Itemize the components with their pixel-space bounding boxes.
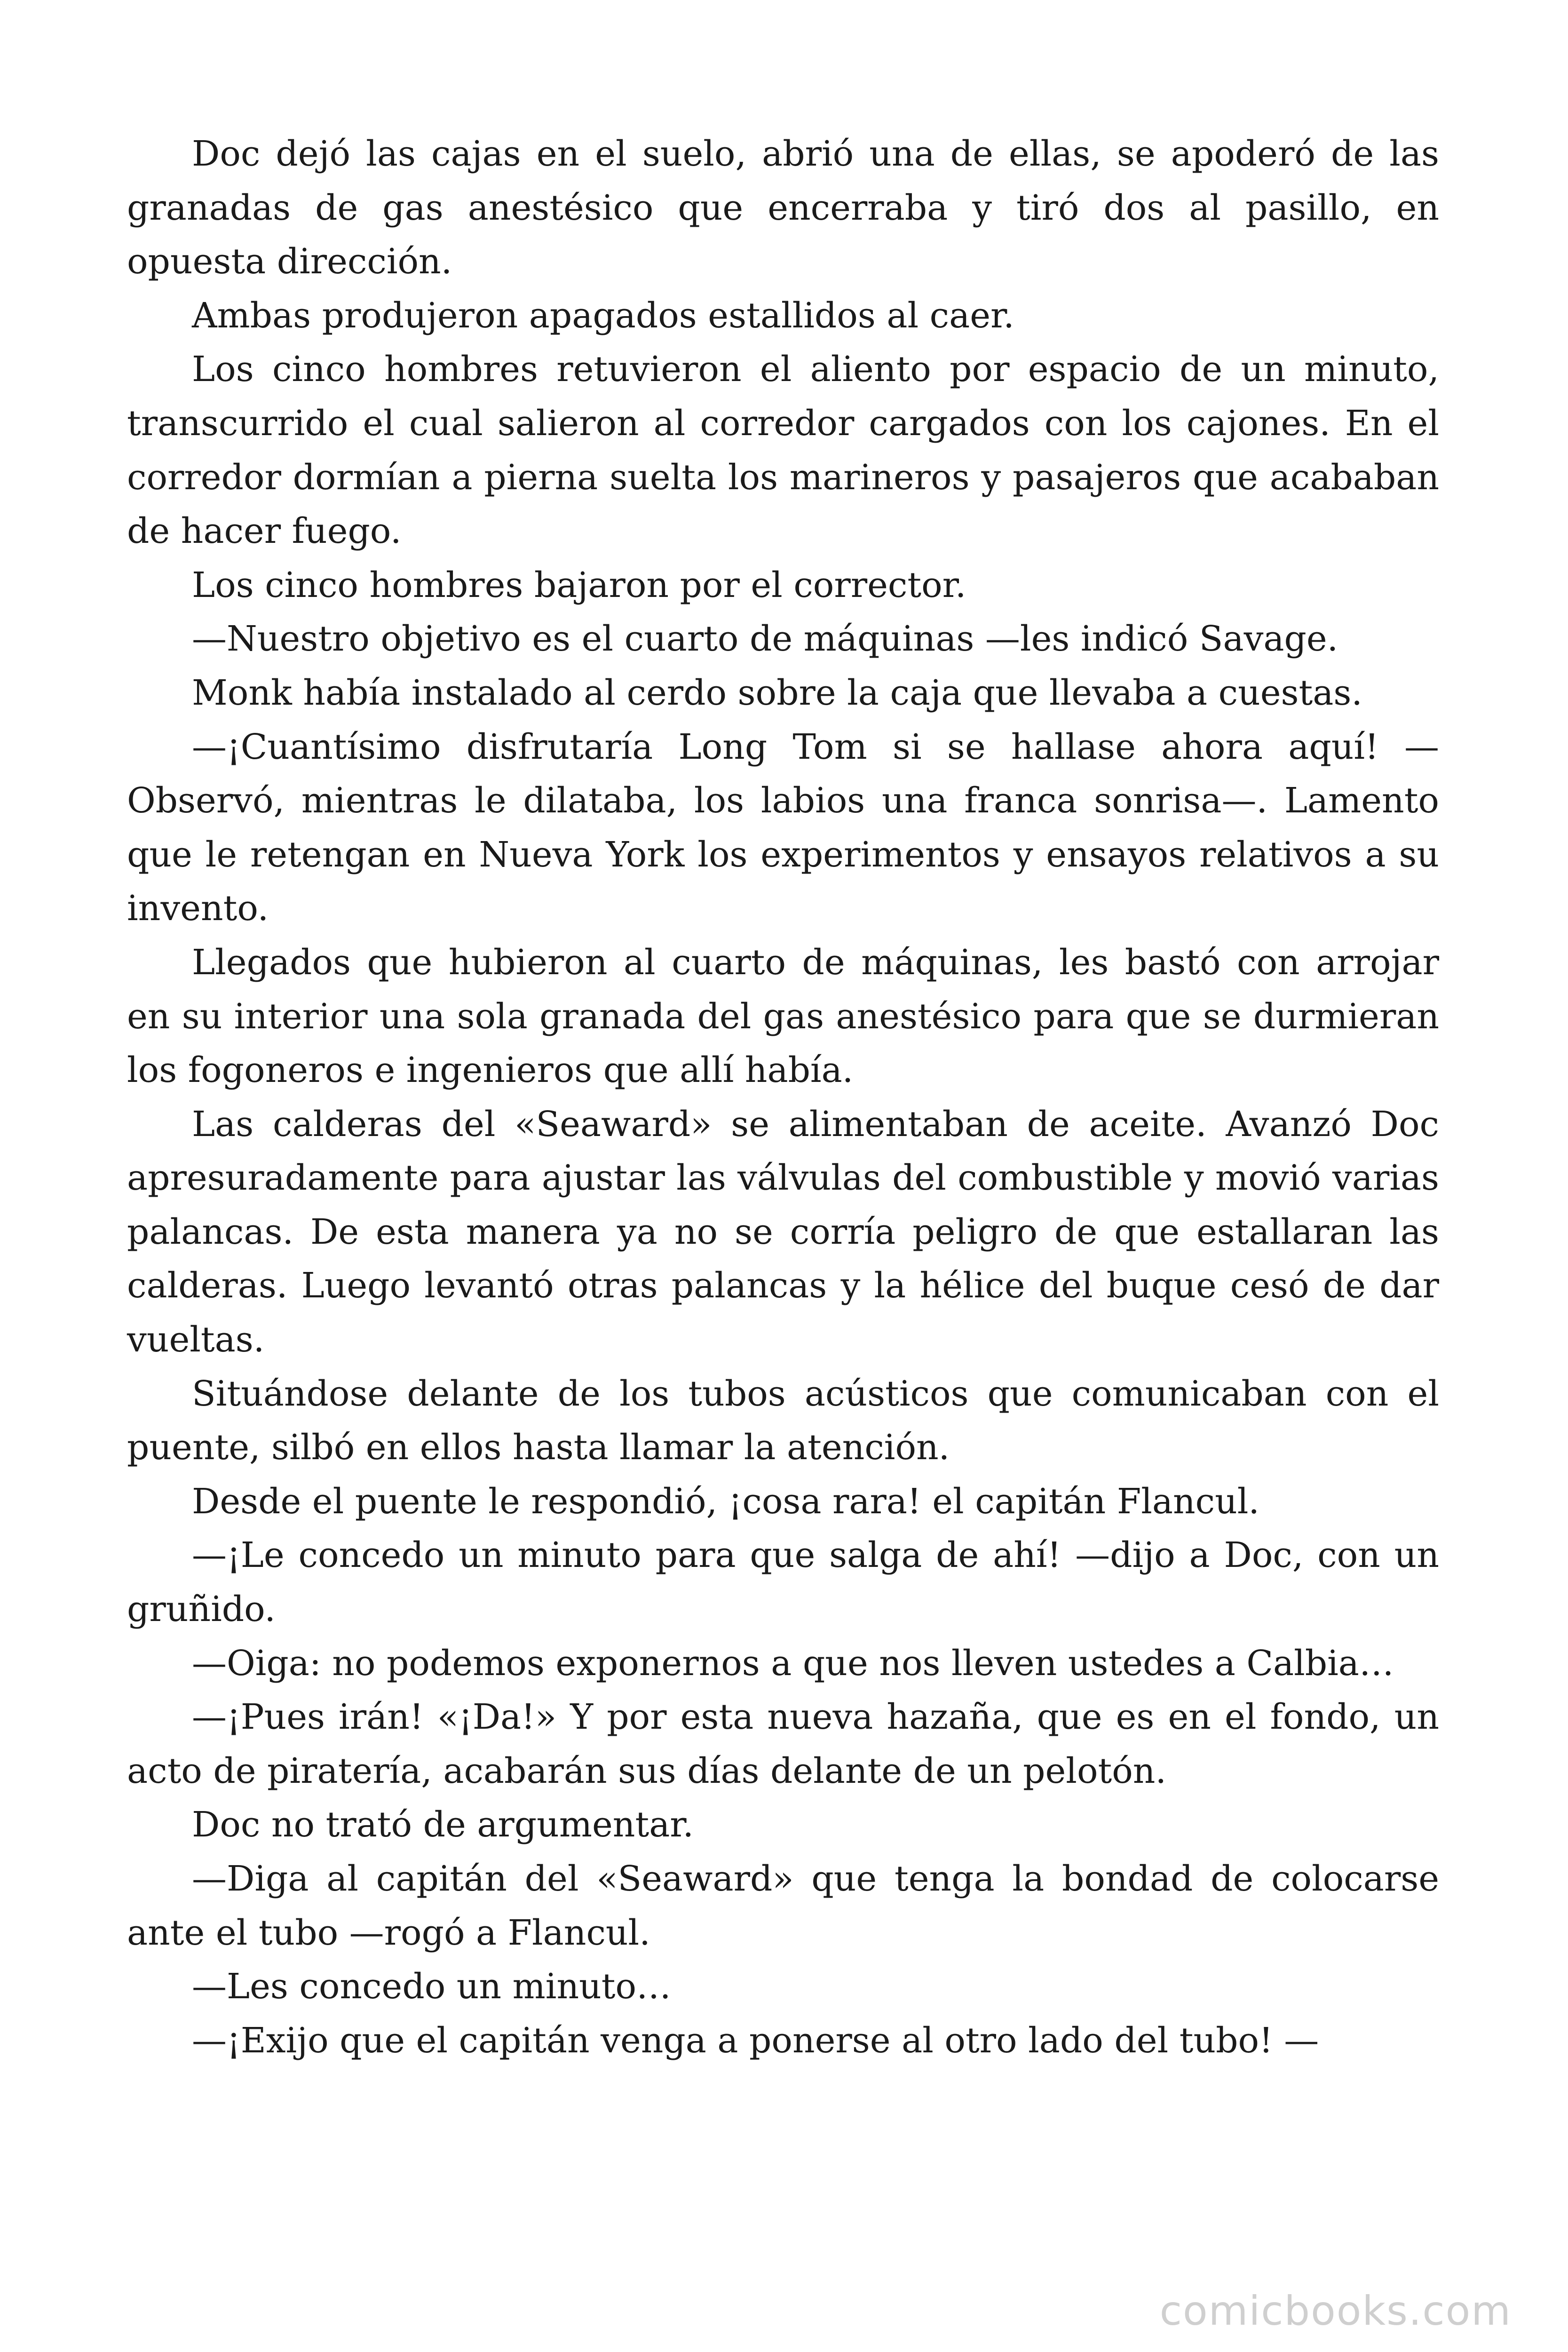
- paragraph: —¡Le concedo un minuto para que salga de ahí! —dijo a Doc, con un gruñido.: [127, 1535, 1439, 1630]
- paragraph: Situándose delante de los tubos acústicos que comunicaban con el puente, silbó en ellos hasta llamar la atención.: [127, 1373, 1439, 1468]
- paragraph: Las calderas del «Seaward» se alimentaban de aceite. Avanzó Doc apresuradamente para ajustar las válvulas del combustible y movió varias palancas. De esta manera ya no se corría peligro de que estallaran las calderas. Luego levantó otras palancas y la hélice del buque cesó de dar vueltas.: [127, 1104, 1439, 1360]
- paragraph: Los cinco hombres bajaron por el corrector.: [192, 564, 966, 605]
- paragraph: —¡Exijo que el capitán venga a ponerse al otro lado del tubo! —: [192, 2020, 1319, 2061]
- paragraph: Llegados que hubieron al cuarto de máquinas, les bastó con arrojar en su interior una sola granada del gas anestésico para que se durmieran los fogoneros e ingenieros que allí había.: [127, 942, 1439, 1091]
- paragraph: Monk había instalado al cerdo sobre la caja que llevaba a cuestas.: [192, 672, 1362, 713]
- paragraph: —Nuestro objetivo es el cuarto de máquinas —les indicó Savage.: [192, 619, 1338, 660]
- paragraph: —Diga al capitán del «Seaward» que tenga la bondad de colocarse ante el tubo —rogó a Flancul.: [127, 1859, 1439, 1953]
- paragraph: Ambas produjeron apagados estallidos al caer.: [192, 295, 1014, 336]
- watermark-logo: comicbooks.com: [1159, 2288, 1512, 2335]
- paragraph: —Oiga: no podemos exponernos a que nos lleven ustedes a Calbia…: [192, 1643, 1394, 1684]
- paragraph: Desde el puente le respondió, ¡cosa rara! el capitán Flancul.: [192, 1481, 1259, 1522]
- paragraph: Doc no trató de argumentar.: [192, 1804, 694, 1845]
- paragraph: —Les concedo un minuto…: [192, 1966, 672, 2007]
- paragraph: —¡Cuantísimo disfrutaría Long Tom si se hallase ahora aquí! — Observó, mientras le dilataba, los labios una franca sonrisa—. Lamento que le retengan en Nueva York los experimentos y ensayos relativos a su invento.: [127, 726, 1439, 929]
- paragraph: Doc dejó las cajas en el suelo, abrió una de ellas, se apoderó de las granadas de gas anestésico que encerraba y tiró dos al pasillo, en opuesta dirección.: [127, 134, 1439, 282]
- paragraph: —¡Pues irán! «¡Da!» Y por esta nueva hazaña, que es en el fondo, un acto de piratería, acabarán sus días delante de un pelotón.: [127, 1697, 1439, 1791]
- page-body: [127, 127, 1439, 2216]
- paragraph: Los cinco hombres retuvieron el aliento por espacio de un minuto, transcurrido el cual salieron al corredor cargados con los cajones. En el corredor dormían a pierna suelta los marineros y pasajeros que acababan de hacer fuego.: [127, 349, 1439, 552]
